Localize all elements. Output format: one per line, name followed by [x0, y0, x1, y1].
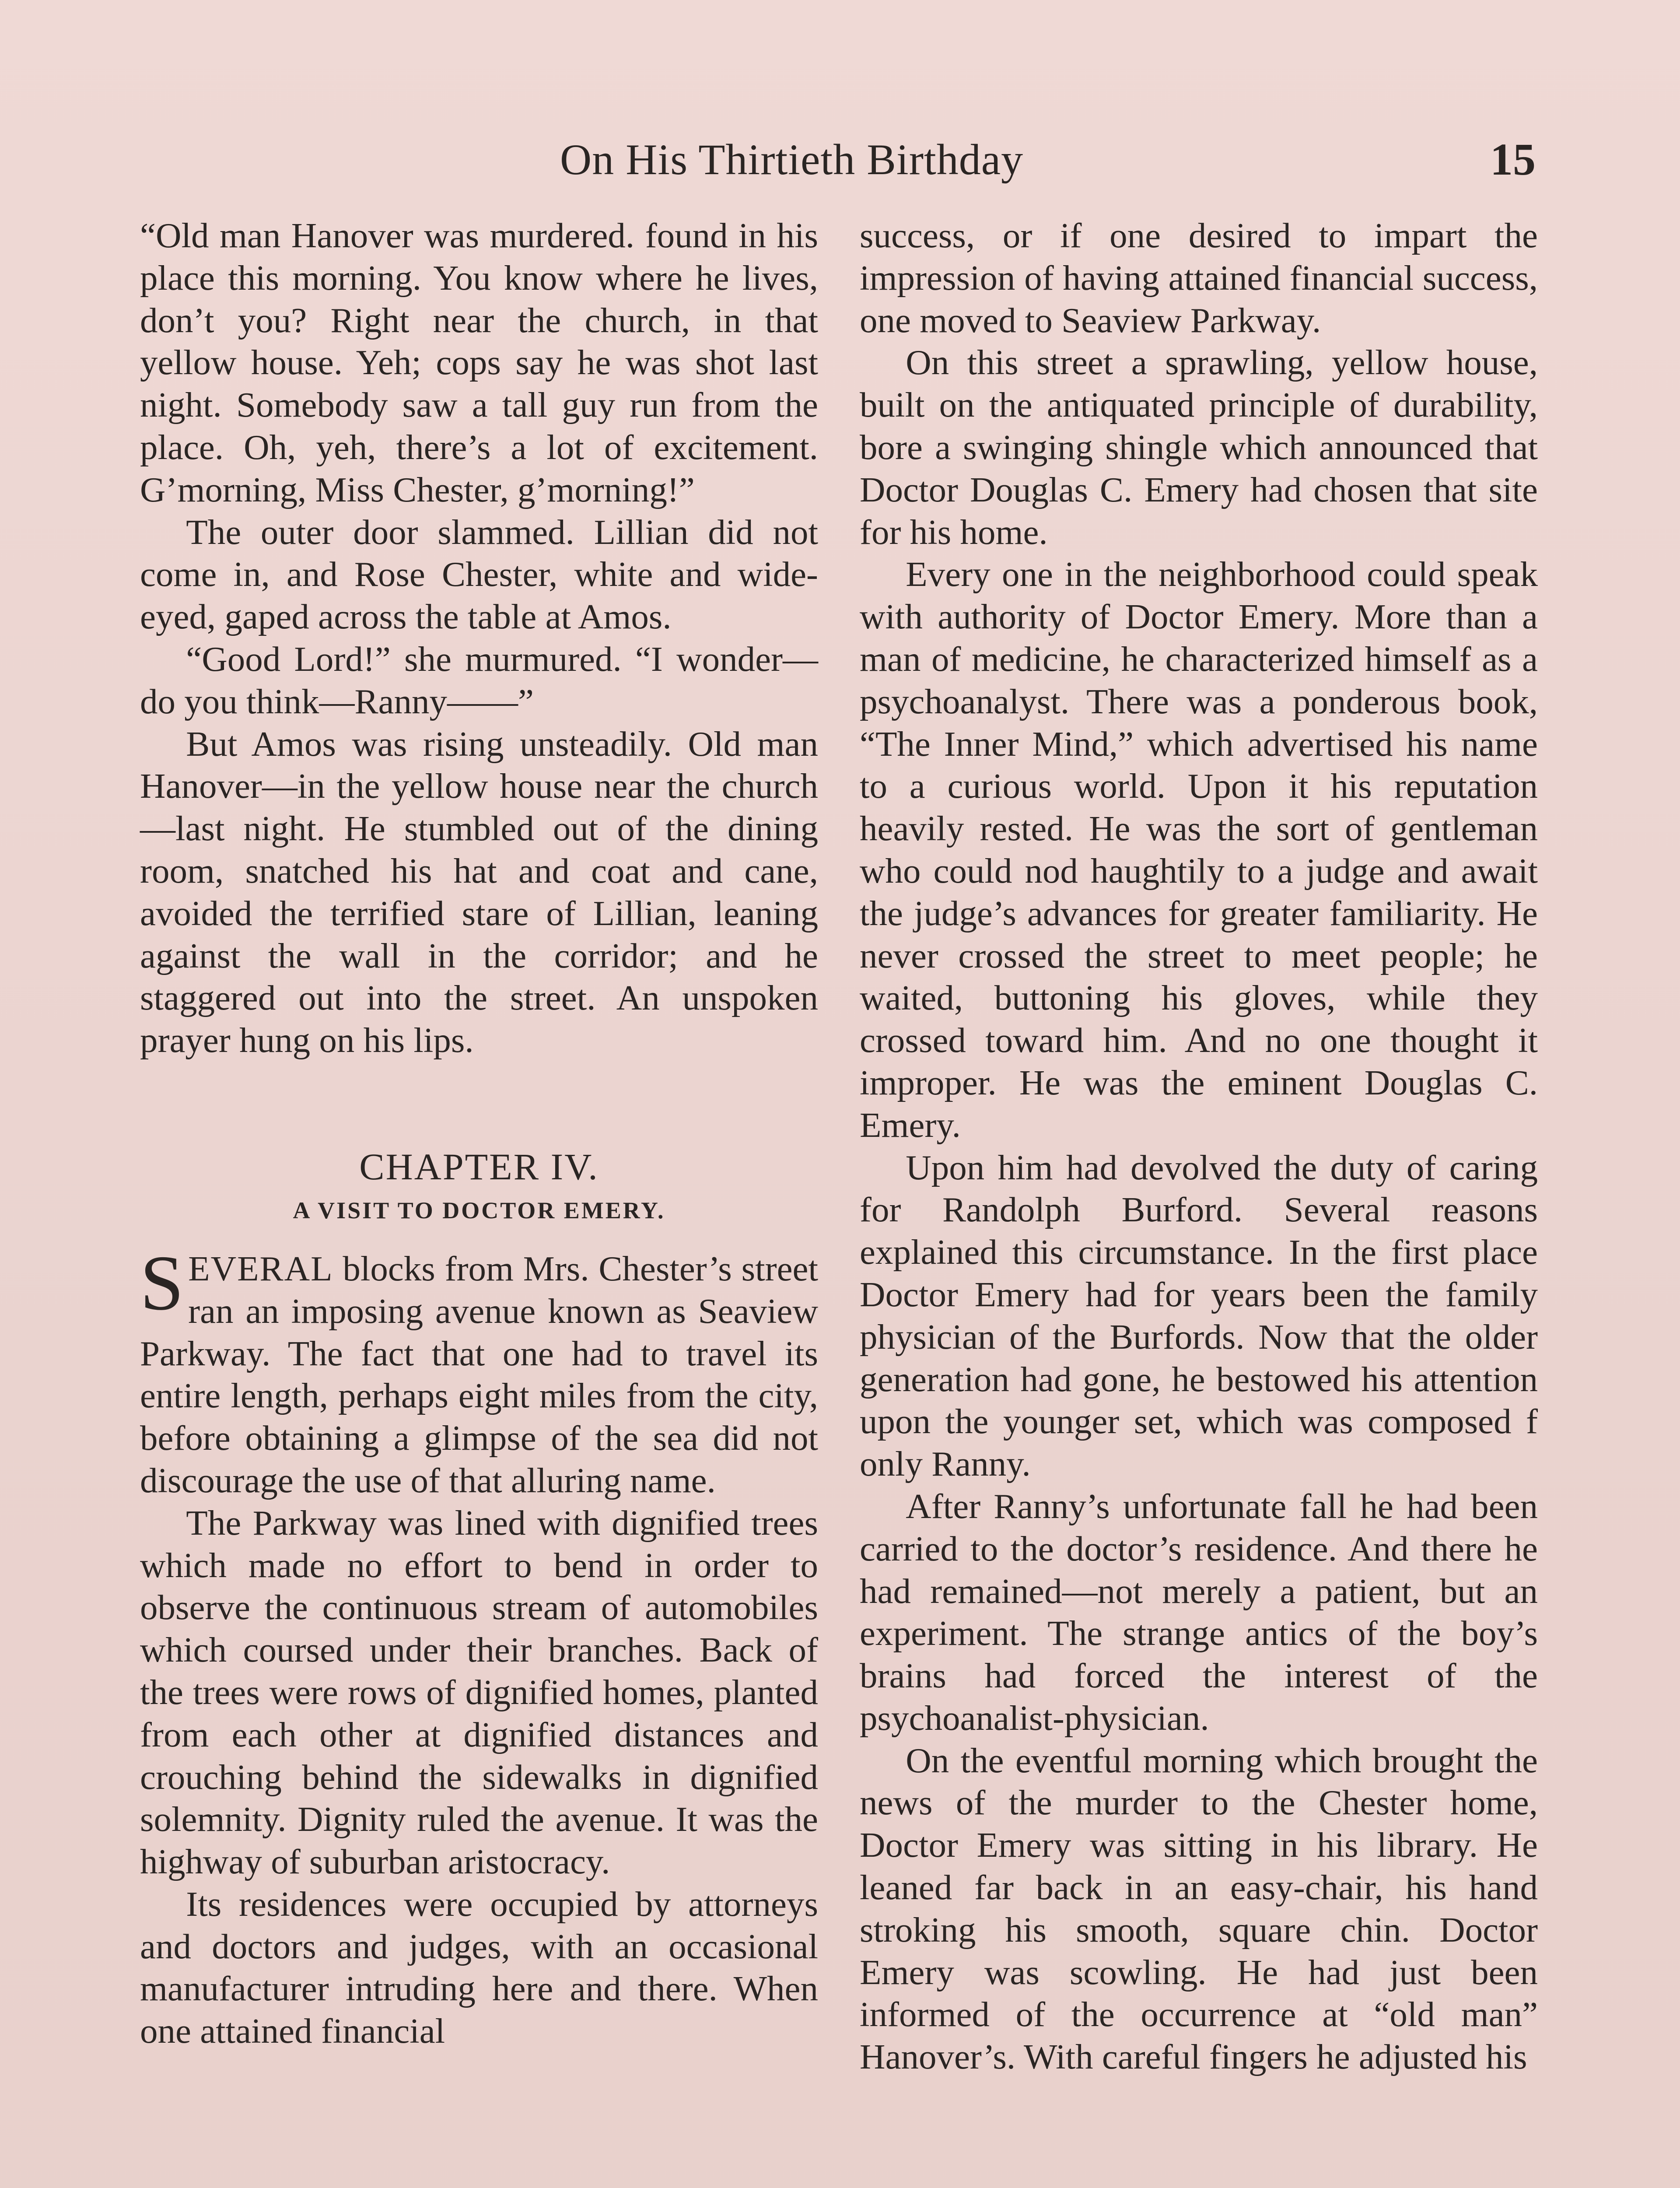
drop-cap: S [140, 1239, 184, 1326]
page-header [140, 131, 1536, 188]
opening-text: blocks from Mrs. Chester’s street ran an imposing avenue known as Seaview Parkway. The fact that one had to travel its entire length, perhaps eight miles from the city, before obtaining a glimpse of the sea did not discourage the use of that alluring name. [140, 1248, 818, 1500]
paragraph: “Good Lord!” she murmured. “I wonder—do you think—Ranny——” [140, 639, 818, 721]
paragraph: “Old man Hanover was murdered. found in his place this morning. You know where he lives, don’t you? Right near the church, in that yellow house. Yeh; cops say he was shot last night. Somebody saw a tall guy run from the place. Oh, yeh, there’s a lot of excitement. G’morning, Miss Chester, g’morning!” [140, 216, 818, 509]
paragraph: Its residences were occupied by attorneys and doctors and judges, with an occasional manufacturer intruding here and there. When one attained financial [140, 1884, 818, 2051]
paragraph: Every one in the neighborhood could speak with authority of Doctor Emery. More than a man of medicine, he characterized himself as a psychoanalyst. There was a ponderous book, “The Inner Mind,” which advertised his name to a curious world. Upon it his reputation heavily rested. He was the sort of gentleman who could nod haughtily to a judge and await the judge’s advances for greater familiarity. He never crossed the street to meet people; he waited, buttoning his gloves, while they crossed toward him. And no one thought it improper. He was the eminent Douglas C. Emery. [860, 554, 1538, 1145]
paragraph: After Ranny’s unfortunate fall he had been carried to the doctor’s residence. And there he had remained—not merely a patient, but an experiment. The strange antics of the boy’s brains had forced the interest of the psychoanalist-physician. [860, 1486, 1538, 1738]
drop-cap-rest: EVERAL [188, 1248, 333, 1288]
paragraph: Upon him had devolved the duty of caring for Randolph Burford. Several reasons explained this circumstance. In the first place Doctor Emery had for years been the family physician of the Burfords. Now that the older generation had gone, he bestowed his attention upon the younger set, which was composed f only Ranny. [860, 1147, 1538, 1484]
paragraph: The Parkway was lined with dignified trees which made no effort to bend in order to observe the continuous stream of automobiles which coursed under their branches. Back of the trees were rows of dignified homes, planted from each other at dignified distances and crouching behind the sidewalks in dignified solemnity. Dignity ruled the avenue. It was the highway of suburban aristocracy. [140, 1503, 818, 1882]
paragraph: The outer door slammed. Lillian did not come in, and Rose Chester, white and wide-eyed, gaped across the table at Amos. [140, 512, 818, 637]
paragraph: But Amos was rising unsteadily. Old man Hanover—in the yellow house near the church—last night. He stumbled out of the dining room, snatched his hat and coat and cane, avoided the terrified stare of Lillian, leaning against the wall in the corridor; and he staggered out into the street. An unspoken prayer hung on his lips. [140, 724, 818, 1060]
paragraph: success, or if one desired to impart the impression of having attained financial success, one moved to Seaview Parkway. [860, 216, 1538, 340]
page-number: 15 [1490, 134, 1536, 185]
chapter-opening-paragraph [140, 1239, 818, 1502]
right-column [860, 214, 1538, 2078]
running-title: On His Thirtieth Birthday [560, 135, 1024, 184]
chapter-heading: CHAPTER IV. [359, 1145, 599, 1188]
left-column [140, 214, 818, 2052]
chapter-subtitle: A VISIT TO DOCTOR EMERY. [293, 1197, 665, 1224]
paragraph: On the eventful morning which brought the news of the murder to the Chester home, Doctor Emery was sitting in his library. He leaned far back in an easy-chair, his hand stroking his smooth, square chin. Doctor Emery was scowling. He had just been informed of the occurrence at “old man” Hanover’s. With careful fingers he adjusted his [860, 1740, 1538, 2077]
paragraph: On this street a sprawling, yellow house, built on the antiquated principle of durability, bore a swinging shingle which announced that Doctor Douglas C. Emery had chosen that site for his home. [860, 343, 1538, 552]
